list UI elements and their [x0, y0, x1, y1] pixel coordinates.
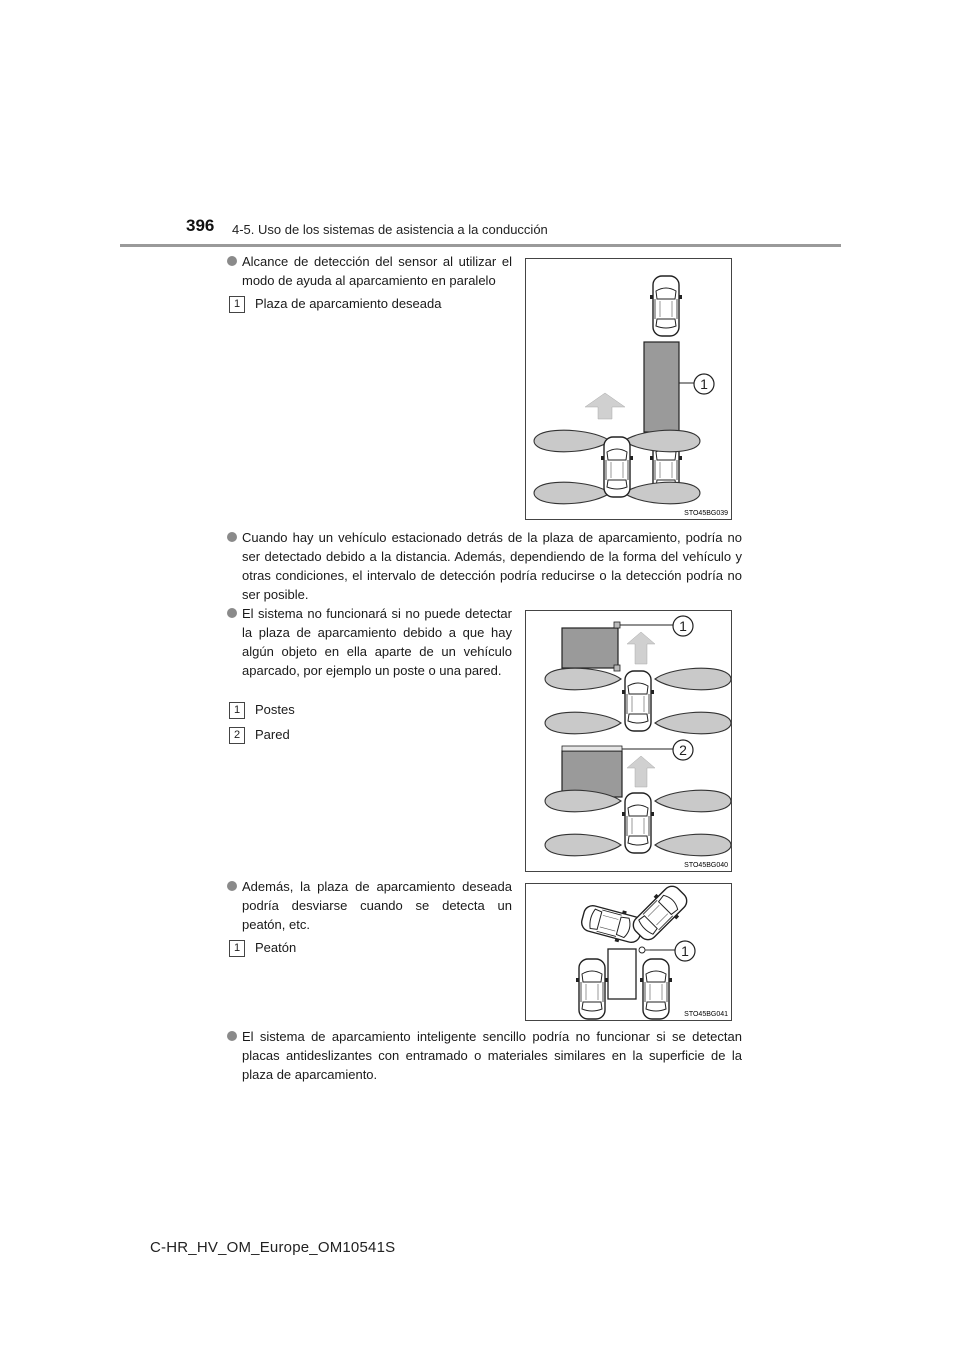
target-space [644, 342, 679, 432]
own-vehicle [622, 671, 654, 731]
legend-label: Pared [255, 727, 290, 742]
sensor-lobe [534, 430, 610, 452]
target-space-outline [608, 949, 636, 999]
legend-label: Postes [255, 702, 295, 717]
sensor-lobe [655, 668, 731, 690]
legend-item [233, 940, 297, 955]
legend-item [233, 296, 442, 311]
direction-arrow-icon [627, 632, 655, 664]
legend-item [233, 727, 290, 742]
page-number: 396 [186, 216, 215, 235]
bullet-paragraph [242, 252, 512, 290]
section-title: 4-5. Uso de los sistemas de asistencia a la conducción [232, 222, 548, 237]
bullet-paragraph [242, 1027, 742, 1084]
figure-posts-and-wall [525, 610, 732, 872]
paragraph-text: Alcance de detección del sensor al utilizar el modo de ayuda al aparcamiento en paralelo [242, 254, 512, 288]
sensor-lobe [534, 482, 610, 504]
parked-car-left [576, 959, 608, 1019]
sensor-lobe [545, 712, 621, 734]
post [614, 665, 620, 671]
document-id: C-HR_HV_OM_Europe_OM10541S [150, 1239, 396, 1256]
direction-arrow-icon [585, 393, 625, 419]
bullet-icon [227, 881, 237, 891]
callout-number: 1 [681, 943, 689, 959]
legend-label: Plaza de aparcamiento deseada [255, 296, 442, 311]
figure-code: STO45BG041 [684, 1011, 728, 1018]
paragraph-text: El sistema no funcionará si no puede detectar la plaza de aparcamiento debido a que hay algún objeto en ella aparte de un vehículo aparcado, por ejemplo un poste o una pared. [242, 606, 512, 678]
figure-pedestrian [525, 883, 732, 1021]
figure-code: STO45BG040 [684, 862, 728, 869]
sensor-lobe [545, 834, 621, 856]
pedestrian-icon [639, 947, 645, 953]
legend-number: 1 [229, 940, 245, 957]
paragraph-text: Además, la plaza de aparcamiento deseada podría desviarse cuando se detecta un peatón, etc. [242, 879, 512, 932]
sensor-lobe [624, 482, 700, 504]
post [614, 622, 620, 628]
sensor-lobe [655, 712, 731, 734]
bullet-paragraph [242, 877, 512, 934]
legend-number: 1 [229, 702, 245, 719]
wall [562, 746, 622, 751]
paragraph-text: Cuando hay un vehículo estacionado detrás de la plaza de aparcamiento, podría no ser detectado debido a la distancia. Además, dependiendo de la forma del vehículo y otras condiciones, el intervalo de detección podría reducirse o la detección podría no ser posible. [242, 530, 742, 602]
callout-number: 1 [679, 618, 687, 634]
header-divider [120, 244, 841, 247]
obstacle-space [562, 628, 618, 668]
legend-number: 1 [229, 296, 245, 313]
sensor-lobe [655, 834, 731, 856]
parked-car-right [640, 959, 672, 1019]
callout-number: 2 [679, 742, 687, 758]
legend-number: 2 [229, 727, 245, 744]
callout-number: 1 [700, 376, 708, 392]
bullet-icon [227, 1031, 237, 1041]
bullet-paragraph [242, 528, 742, 604]
direction-arrow-icon [627, 756, 655, 787]
bullet-icon [227, 256, 237, 266]
parked-car-front [650, 276, 682, 336]
paragraph-text: El sistema de aparcamiento inteligente sencillo podría no funcionar si se detectan placas antideslizantes con entramado o materiales similares en la superficie de la plaza de aparcamiento. [242, 1029, 742, 1082]
bullet-icon [227, 532, 237, 542]
figure-code: STO45BG039 [684, 510, 728, 517]
sensor-lobe [545, 668, 621, 690]
figure-parallel-parking-detection [525, 258, 732, 520]
own-vehicle [601, 437, 633, 497]
legend-item [233, 702, 295, 717]
bullet-paragraph [242, 604, 512, 680]
own-vehicle [622, 793, 654, 853]
bullet-icon [227, 608, 237, 618]
sensor-lobe [655, 790, 731, 812]
sensor-lobe [624, 430, 700, 452]
legend-label: Peatón [255, 940, 297, 955]
